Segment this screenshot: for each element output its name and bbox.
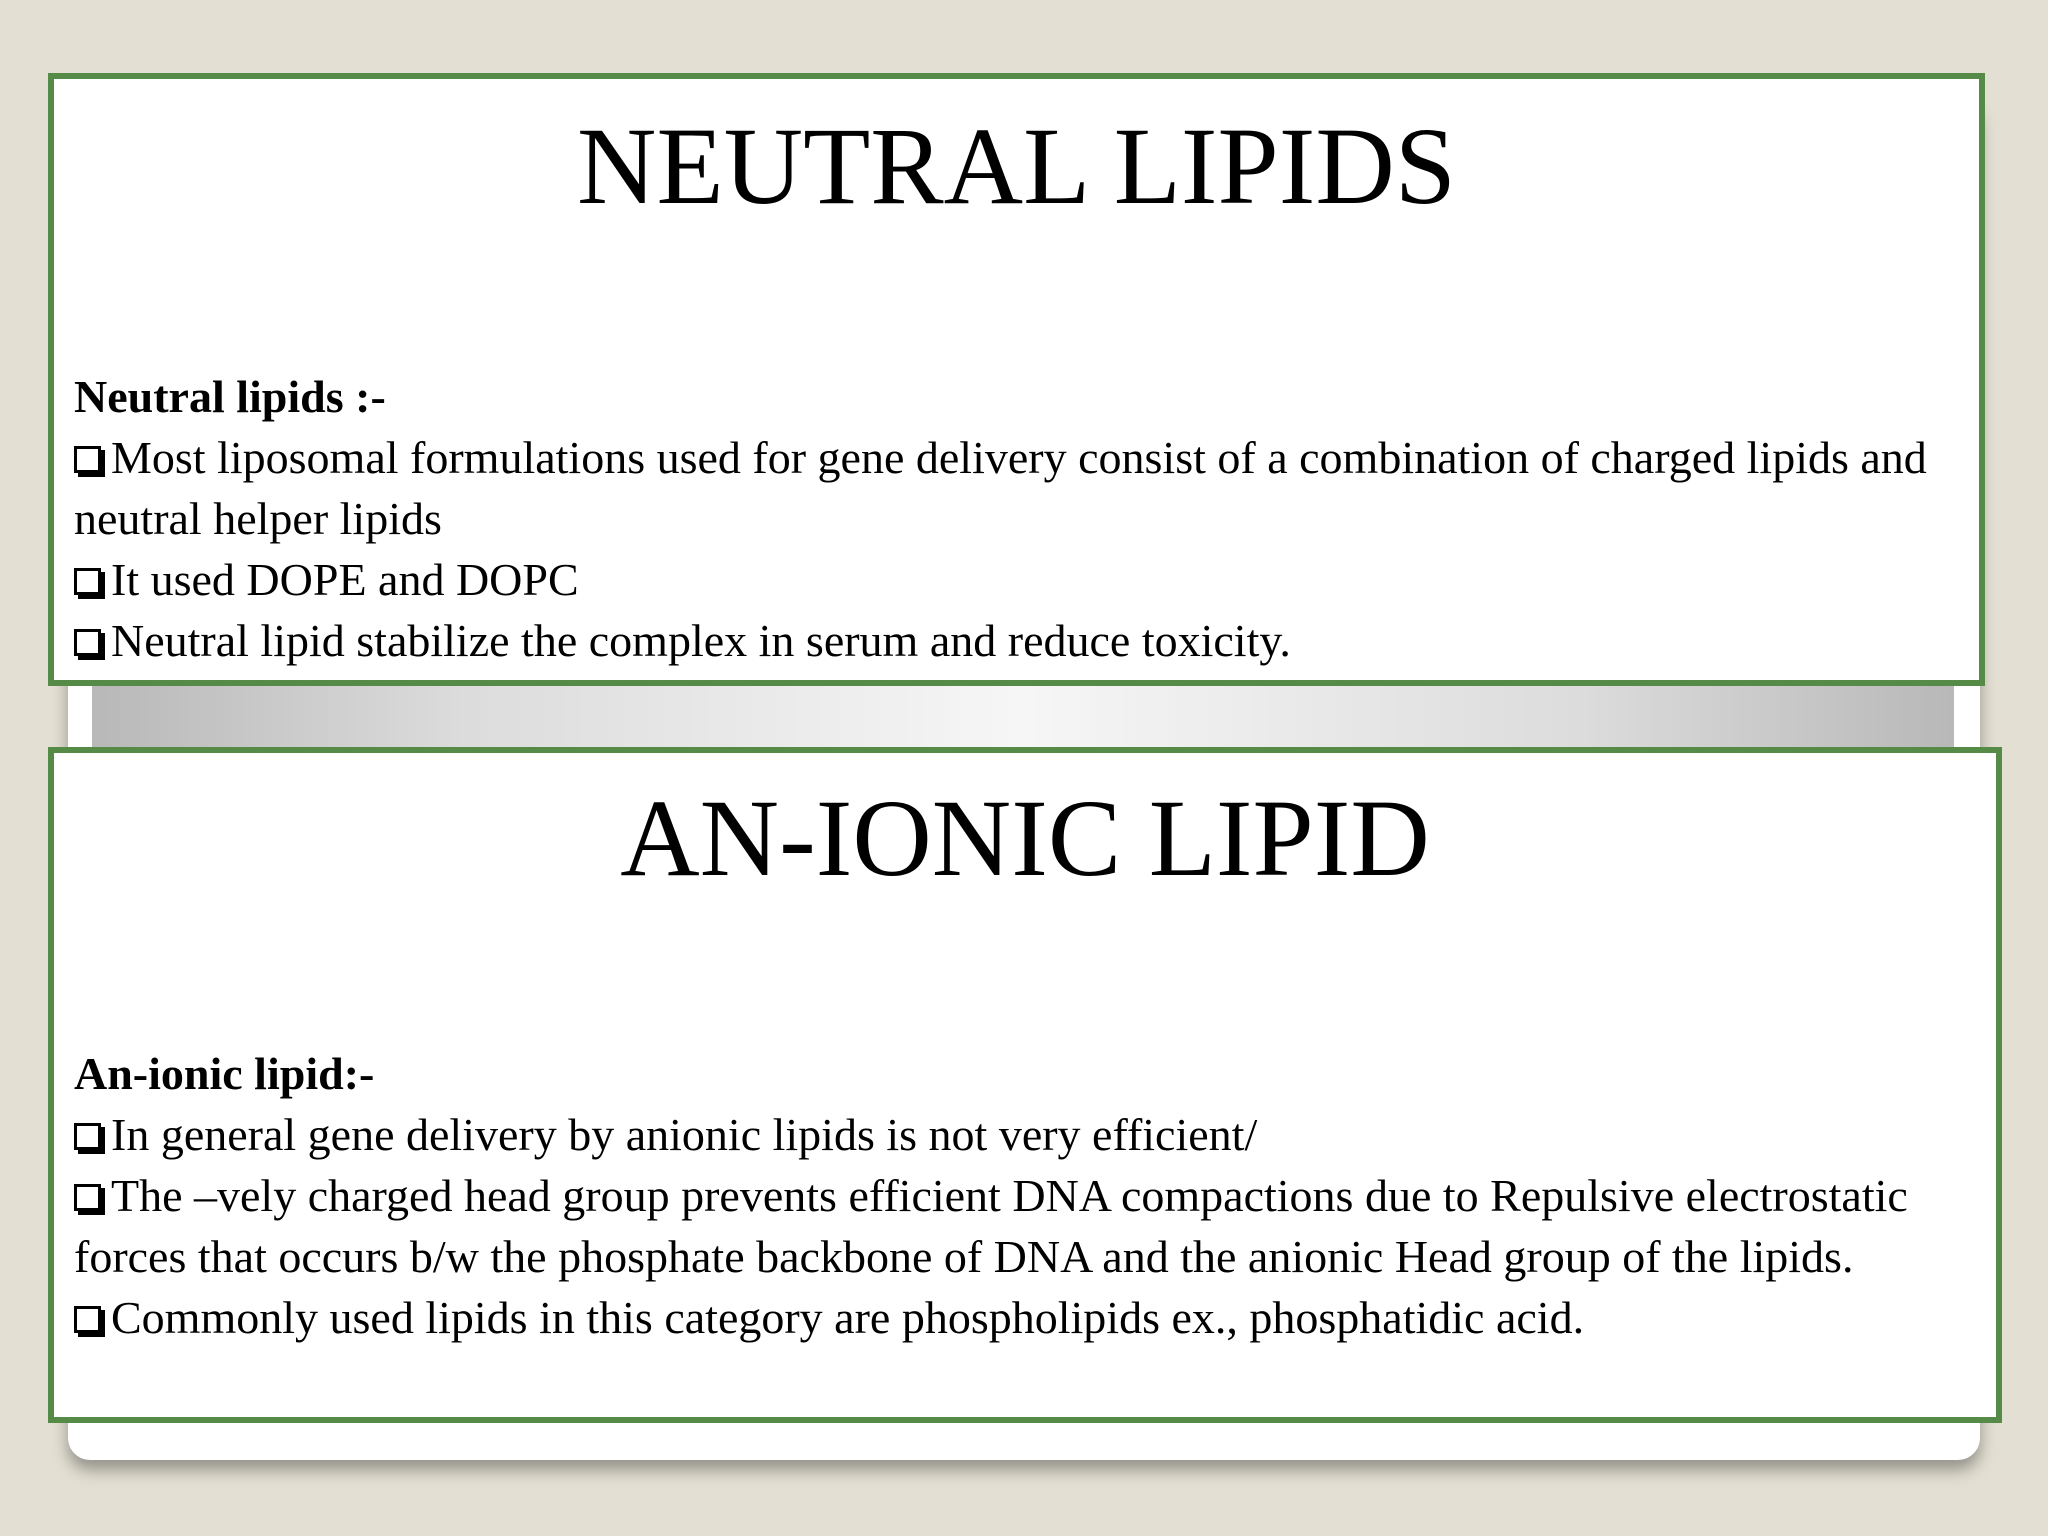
bullet-text: Most liposomal formulations used for gene delivery consist of a combination of charged lipids and neutral helper lipids <box>74 432 1927 544</box>
anionic-lipid-panel <box>48 747 2002 1423</box>
section-subheading: Neutral lipids :- <box>74 371 386 422</box>
section-body <box>74 366 1939 671</box>
divider-band <box>92 682 1954 750</box>
bullet-text: Neutral lipid stabilize the complex in serum and reduce toxicity. <box>111 615 1291 666</box>
bullet-text: It used DOPE and DOPC <box>111 554 579 605</box>
bullet-item <box>74 1287 1956 1348</box>
section-title: AN-IONIC LIPID <box>620 777 1430 899</box>
section-title: NEUTRAL LIPIDS <box>577 105 1456 227</box>
checkbox-square-icon <box>74 1306 101 1333</box>
checkbox-square-icon <box>74 446 101 473</box>
bullet-item <box>74 1104 1956 1165</box>
checkbox-square-icon <box>74 568 101 595</box>
section-body <box>74 1043 1956 1348</box>
bullet-item <box>74 610 1939 671</box>
bullet-item <box>74 427 1939 549</box>
bullet-item <box>74 1165 1956 1287</box>
bullet-item <box>74 549 1939 610</box>
bullet-text: Commonly used lipids in this category are phospholipids ex., phosphatidic acid. <box>111 1292 1585 1343</box>
checkbox-square-icon <box>74 1123 101 1150</box>
checkbox-square-icon <box>74 629 101 656</box>
bullet-text: In general gene delivery by anionic lipids is not very efficient/ <box>111 1109 1258 1160</box>
neutral-lipids-panel <box>48 73 1985 686</box>
checkbox-square-icon <box>74 1184 101 1211</box>
section-subheading: An-ionic lipid:- <box>74 1048 375 1099</box>
bullet-text: The –vely charged head group prevents efficient DNA compactions due to Repulsive electrostatic forces that occurs b/w the phosphate backbone of DNA and the anionic Head group of the lipids. <box>74 1170 1908 1282</box>
